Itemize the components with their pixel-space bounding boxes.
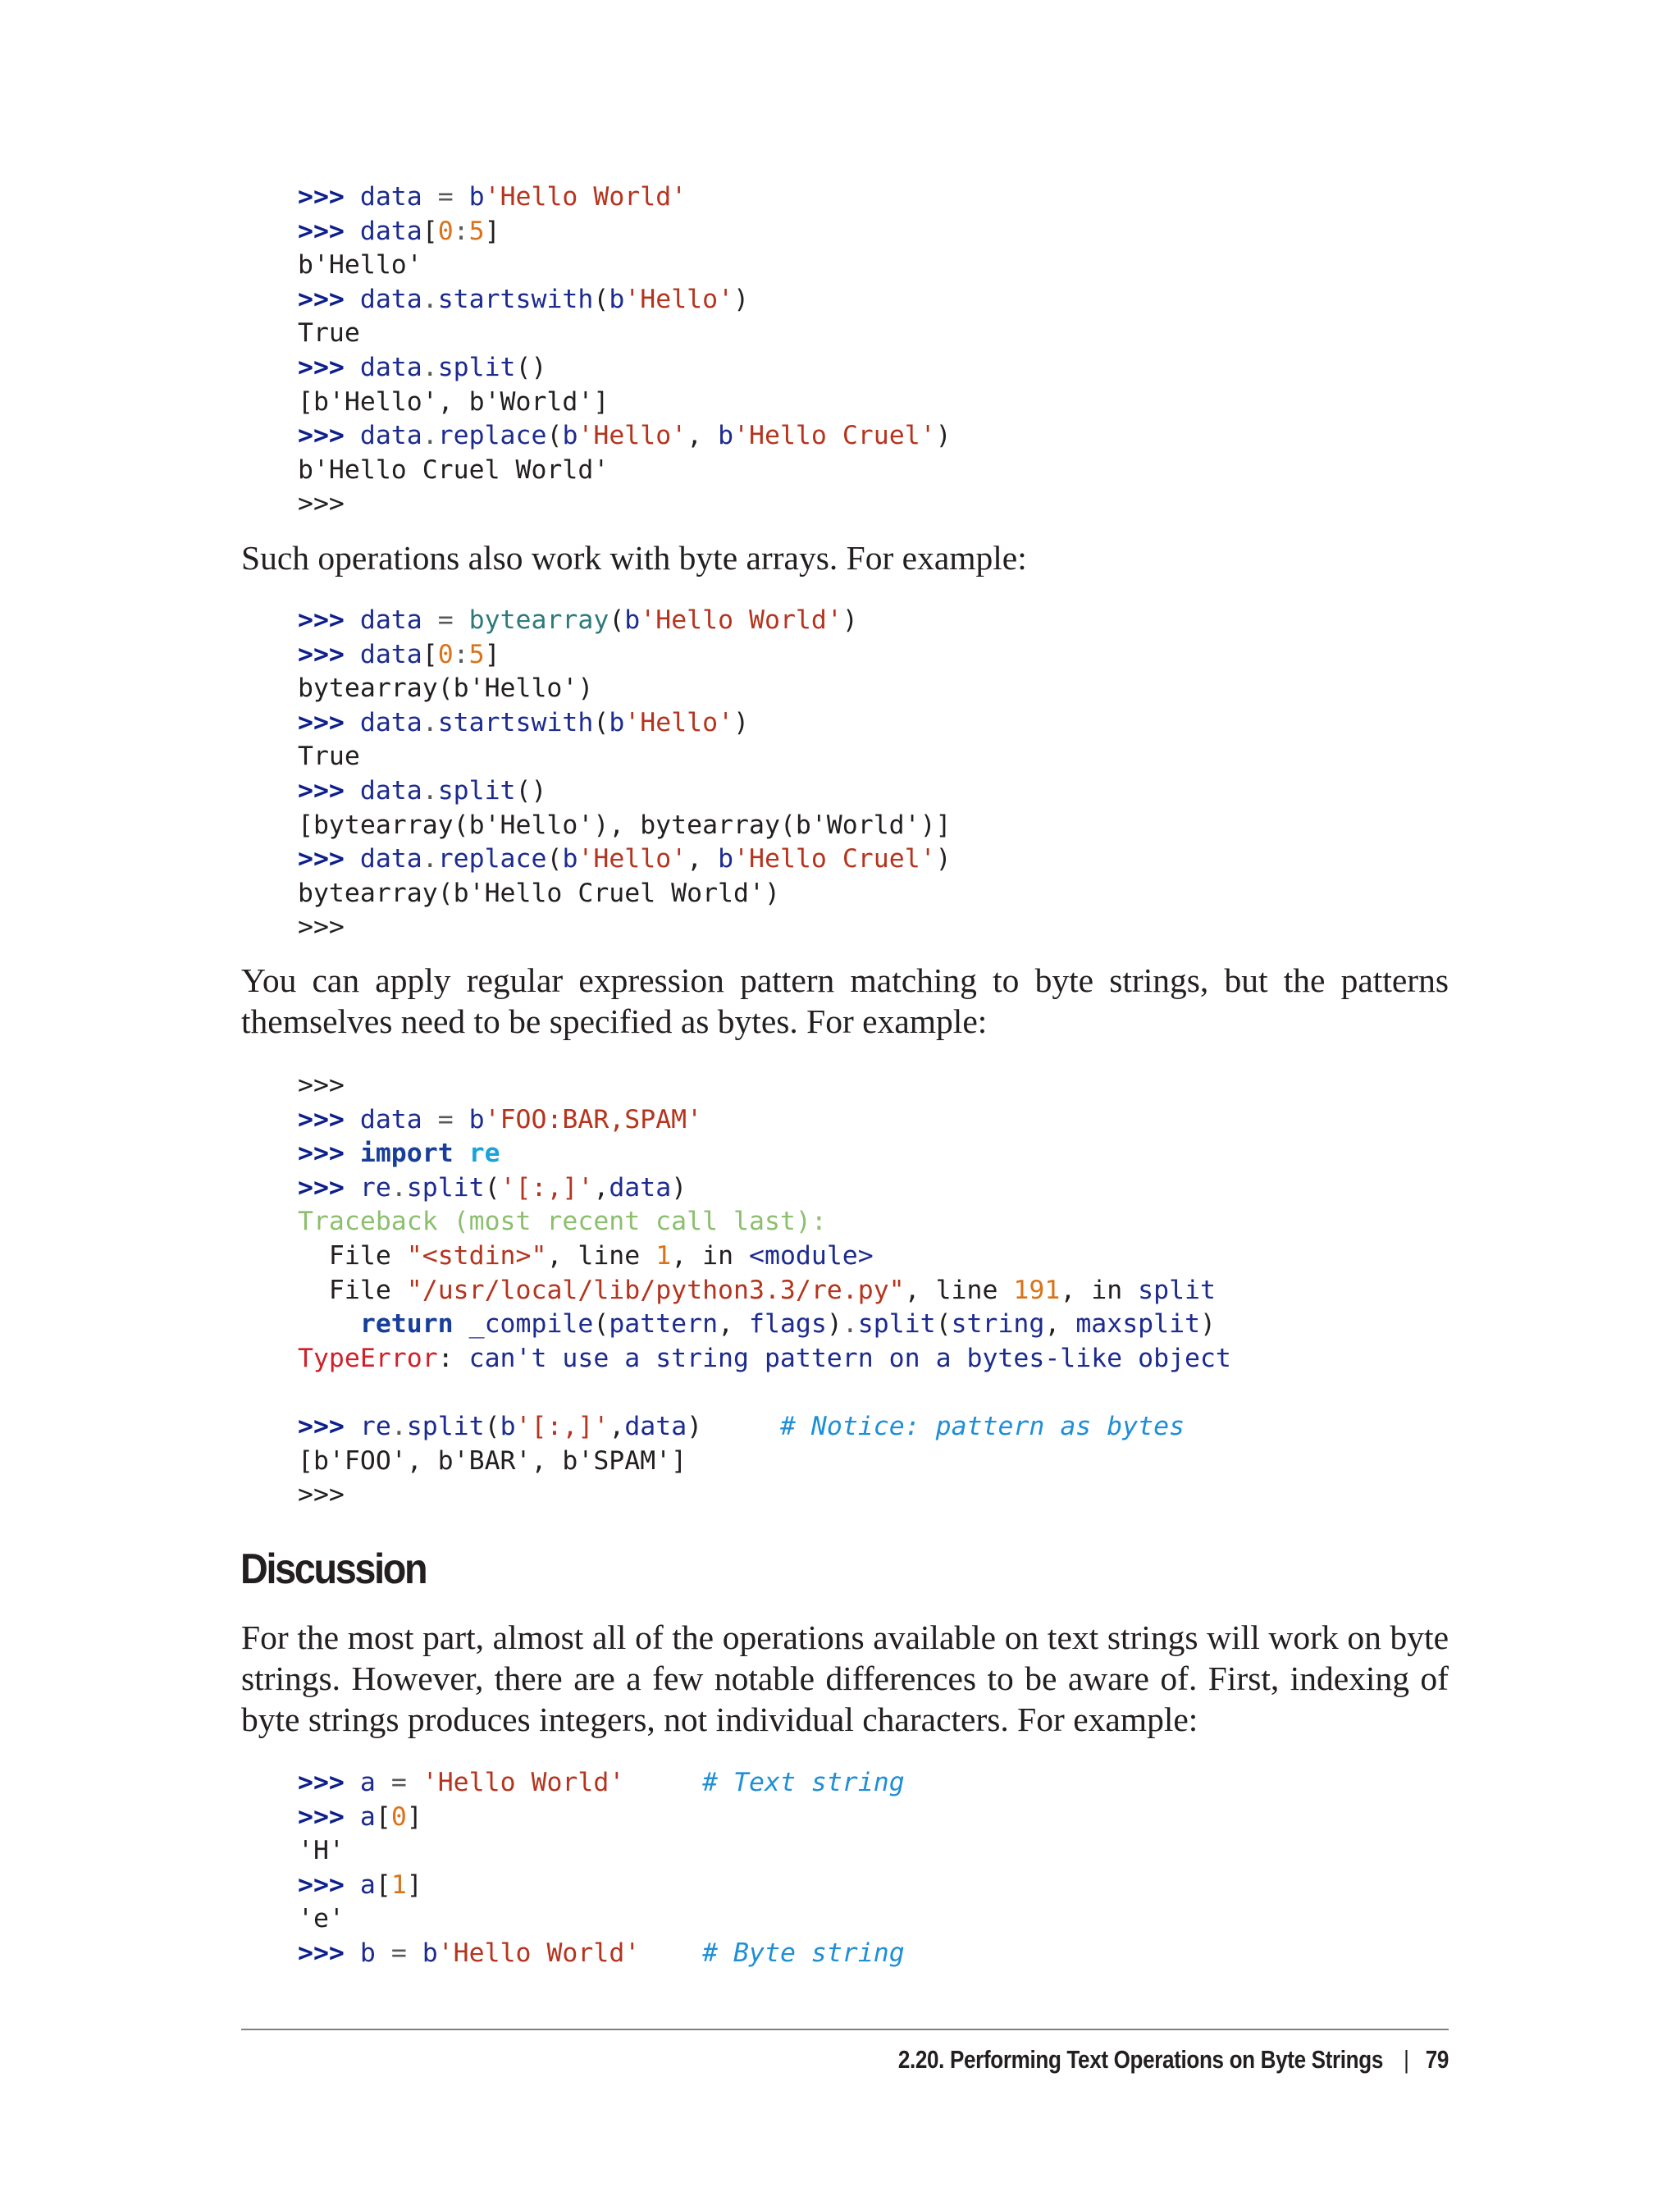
code-line: 'e' [298,1904,345,1934]
code-line: >>> re.split(b'[:,]',data) # Notice: pattern as bytes [298,1411,1185,1441]
code-line: True [298,318,360,349]
code-line: File "<stdin>", line 1, in <module> [298,1240,874,1271]
code-line: bytearray(b'Hello') [298,673,594,704]
code-line: [bytearray(b'Hello'), bytearray(b'World')] [298,810,952,840]
paragraph-discussion: For the most part, almost all of the operations available on text strings will work on byte strings. However, there are a few notable differences to be aware of. First, indexing of byte strings produces integers, not individual characters. For example: [241,1618,1449,1738]
code-line: >>> [298,1071,345,1100]
code-line: Traceback (most recent call last): [298,1207,827,1237]
code-line: TypeError: can't use a string pattern on a bytes-like object [298,1343,1231,1373]
code-line: >>> data = b'Hello World' [298,182,687,212]
code-line: bytearray(b'Hello Cruel World') [298,878,780,908]
code-line: >>> a[1] [298,1869,422,1900]
code-line: >>> data.split() [298,775,547,806]
code-line: >>> [298,1480,345,1510]
code-line: >>> [298,912,345,943]
code-block-bytearray [298,604,952,945]
code-block-regex [298,1069,1231,1513]
footer-separator: | [1404,2045,1409,2074]
page-number: 79 [1425,2045,1449,2074]
paragraph-regex-intro: You can apply regular expression pattern matching to byte strings, but the patterns themselves need to be specified as bytes. For example: [241,961,1449,1040]
page-footer [898,2043,1449,2076]
code-line: >>> data.startswith(b'Hello') [298,707,750,737]
code-line: [b'FOO', b'BAR', b'SPAM'] [298,1445,687,1476]
code-line: >>> data[0:5] [298,639,500,669]
code-line: >>> data = bytearray(b'Hello World') [298,605,858,635]
code-line: >>> data.replace(b'Hello', b'Hello Cruel') [298,844,952,874]
code-line: >>> data.replace(b'Hello', b'Hello Cruel') [298,421,952,451]
code-line: [b'Hello', b'World'] [298,386,609,417]
paragraph-bytearray-intro: Such operations also work with byte arrays. For example: [241,539,1027,577]
code-line: 'H' [298,1836,345,1866]
code-line: >>> data[0:5] [298,216,500,246]
code-line: >>> a[0] [298,1801,422,1832]
footer-rule [241,2029,1449,2030]
code-line: >>> data = b'FOO:BAR,SPAM' [298,1104,703,1134]
code-line: File "/usr/local/lib/python3.3/re.py", line 191, in split [298,1275,1216,1305]
code-block-bytes [298,180,952,522]
code-line: >>> data.startswith(b'Hello') [298,284,750,314]
code-line: b'Hello' [298,250,422,281]
code-line: >>> data.split() [298,352,547,382]
code-block-indexing [298,1766,905,1971]
code-line: >>> a = 'Hello World' # Text string [298,1768,905,1797]
section-heading: Discussion [240,1545,427,1593]
code-line: True [298,742,360,772]
code-line: b'Hello Cruel World' [298,454,609,485]
code-line: >>> re.split('[:,]',data) [298,1172,687,1203]
code-line: >>> [298,489,345,519]
footer-section-title: 2.20. Performing Text Operations on Byte Strings [897,2045,1383,2074]
code-line: return _compile(pattern, flags).split(string, maxsplit) [359,1309,1216,1340]
code-line: >>> import re [298,1139,500,1169]
code-line: >>> b = b'Hello World' # Byte string [298,1938,905,1968]
